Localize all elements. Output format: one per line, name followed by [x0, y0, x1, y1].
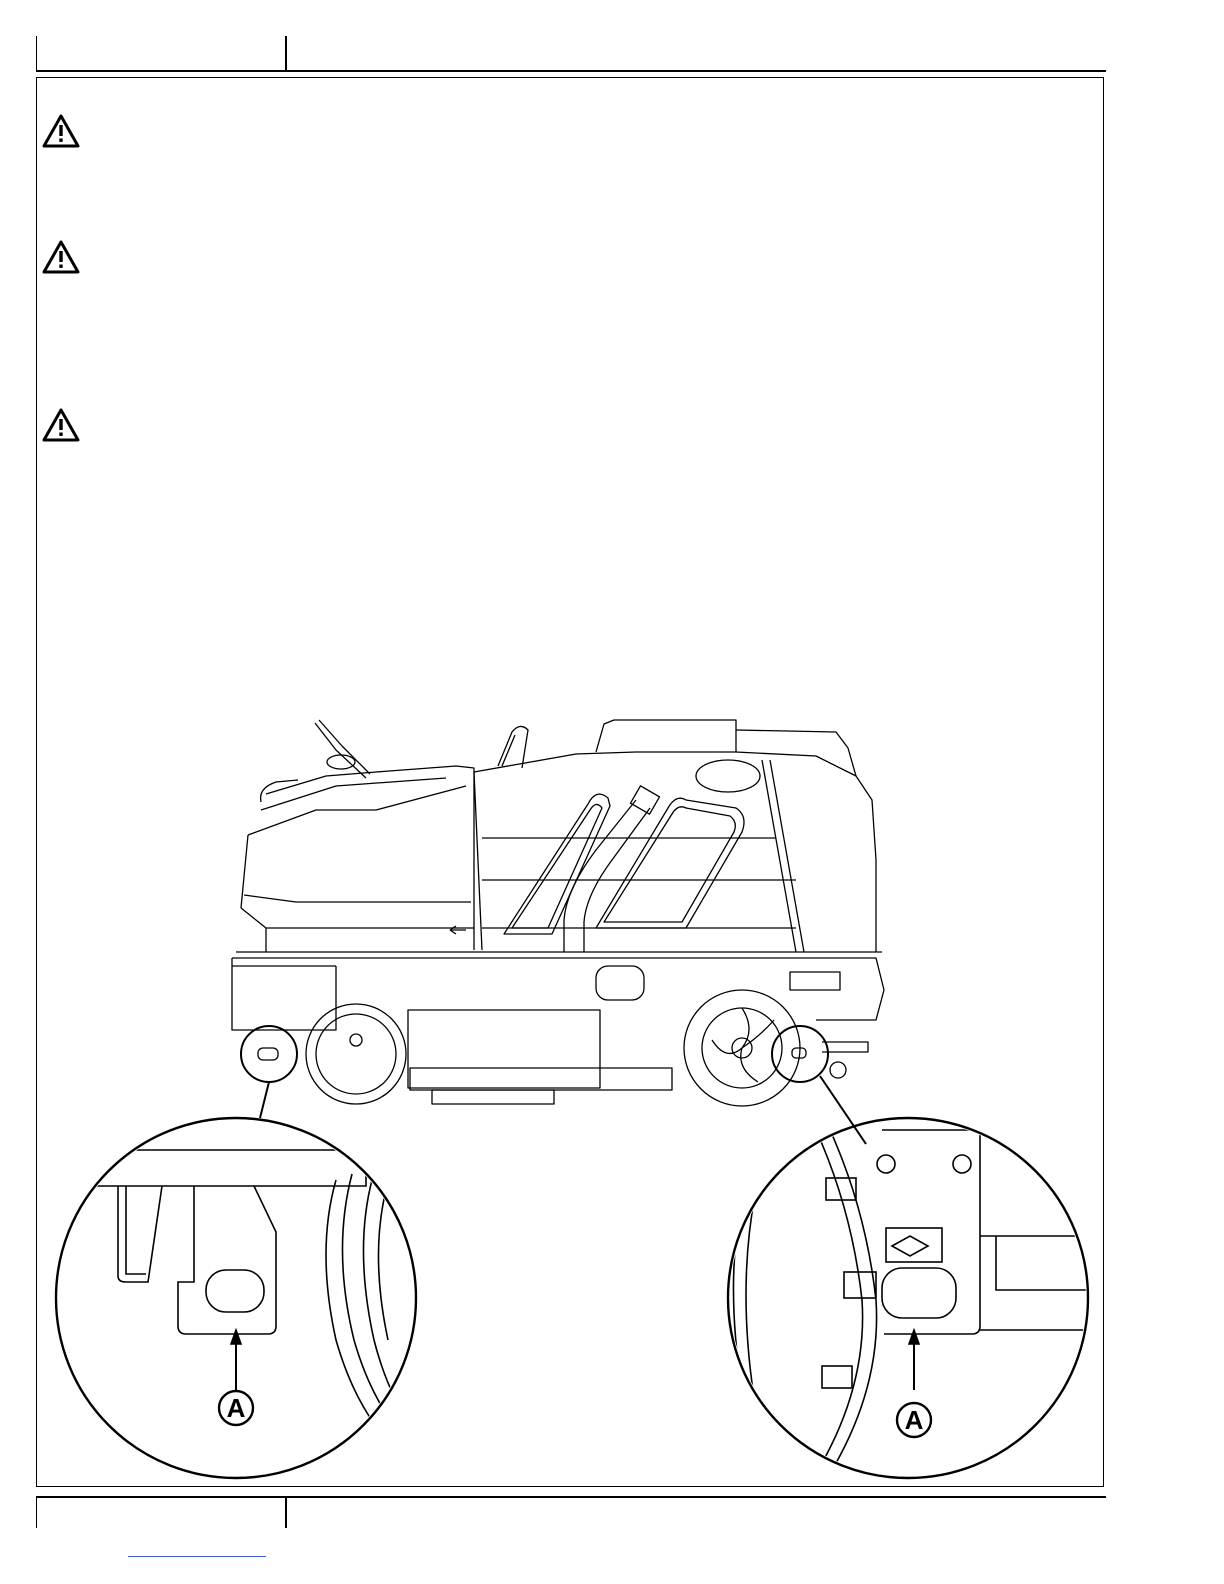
- header-left-tick: [36, 36, 37, 70]
- warning-triangle-icon: [42, 408, 80, 442]
- warning-triangle-icon: [42, 114, 80, 148]
- header-rule: [36, 70, 1106, 72]
- footer-left-tick: [36, 1496, 37, 1528]
- footer-rule: [36, 1496, 1106, 1498]
- callout-label-left: A: [226, 1393, 246, 1423]
- machine-illustration: [36, 690, 1104, 1480]
- warning-triangle-icon: [42, 240, 80, 274]
- callout-label-right: A: [904, 1405, 924, 1435]
- header-divider: [285, 36, 287, 70]
- footer-divider: [285, 1496, 287, 1528]
- footer-link-underline[interactable]: [128, 1556, 266, 1557]
